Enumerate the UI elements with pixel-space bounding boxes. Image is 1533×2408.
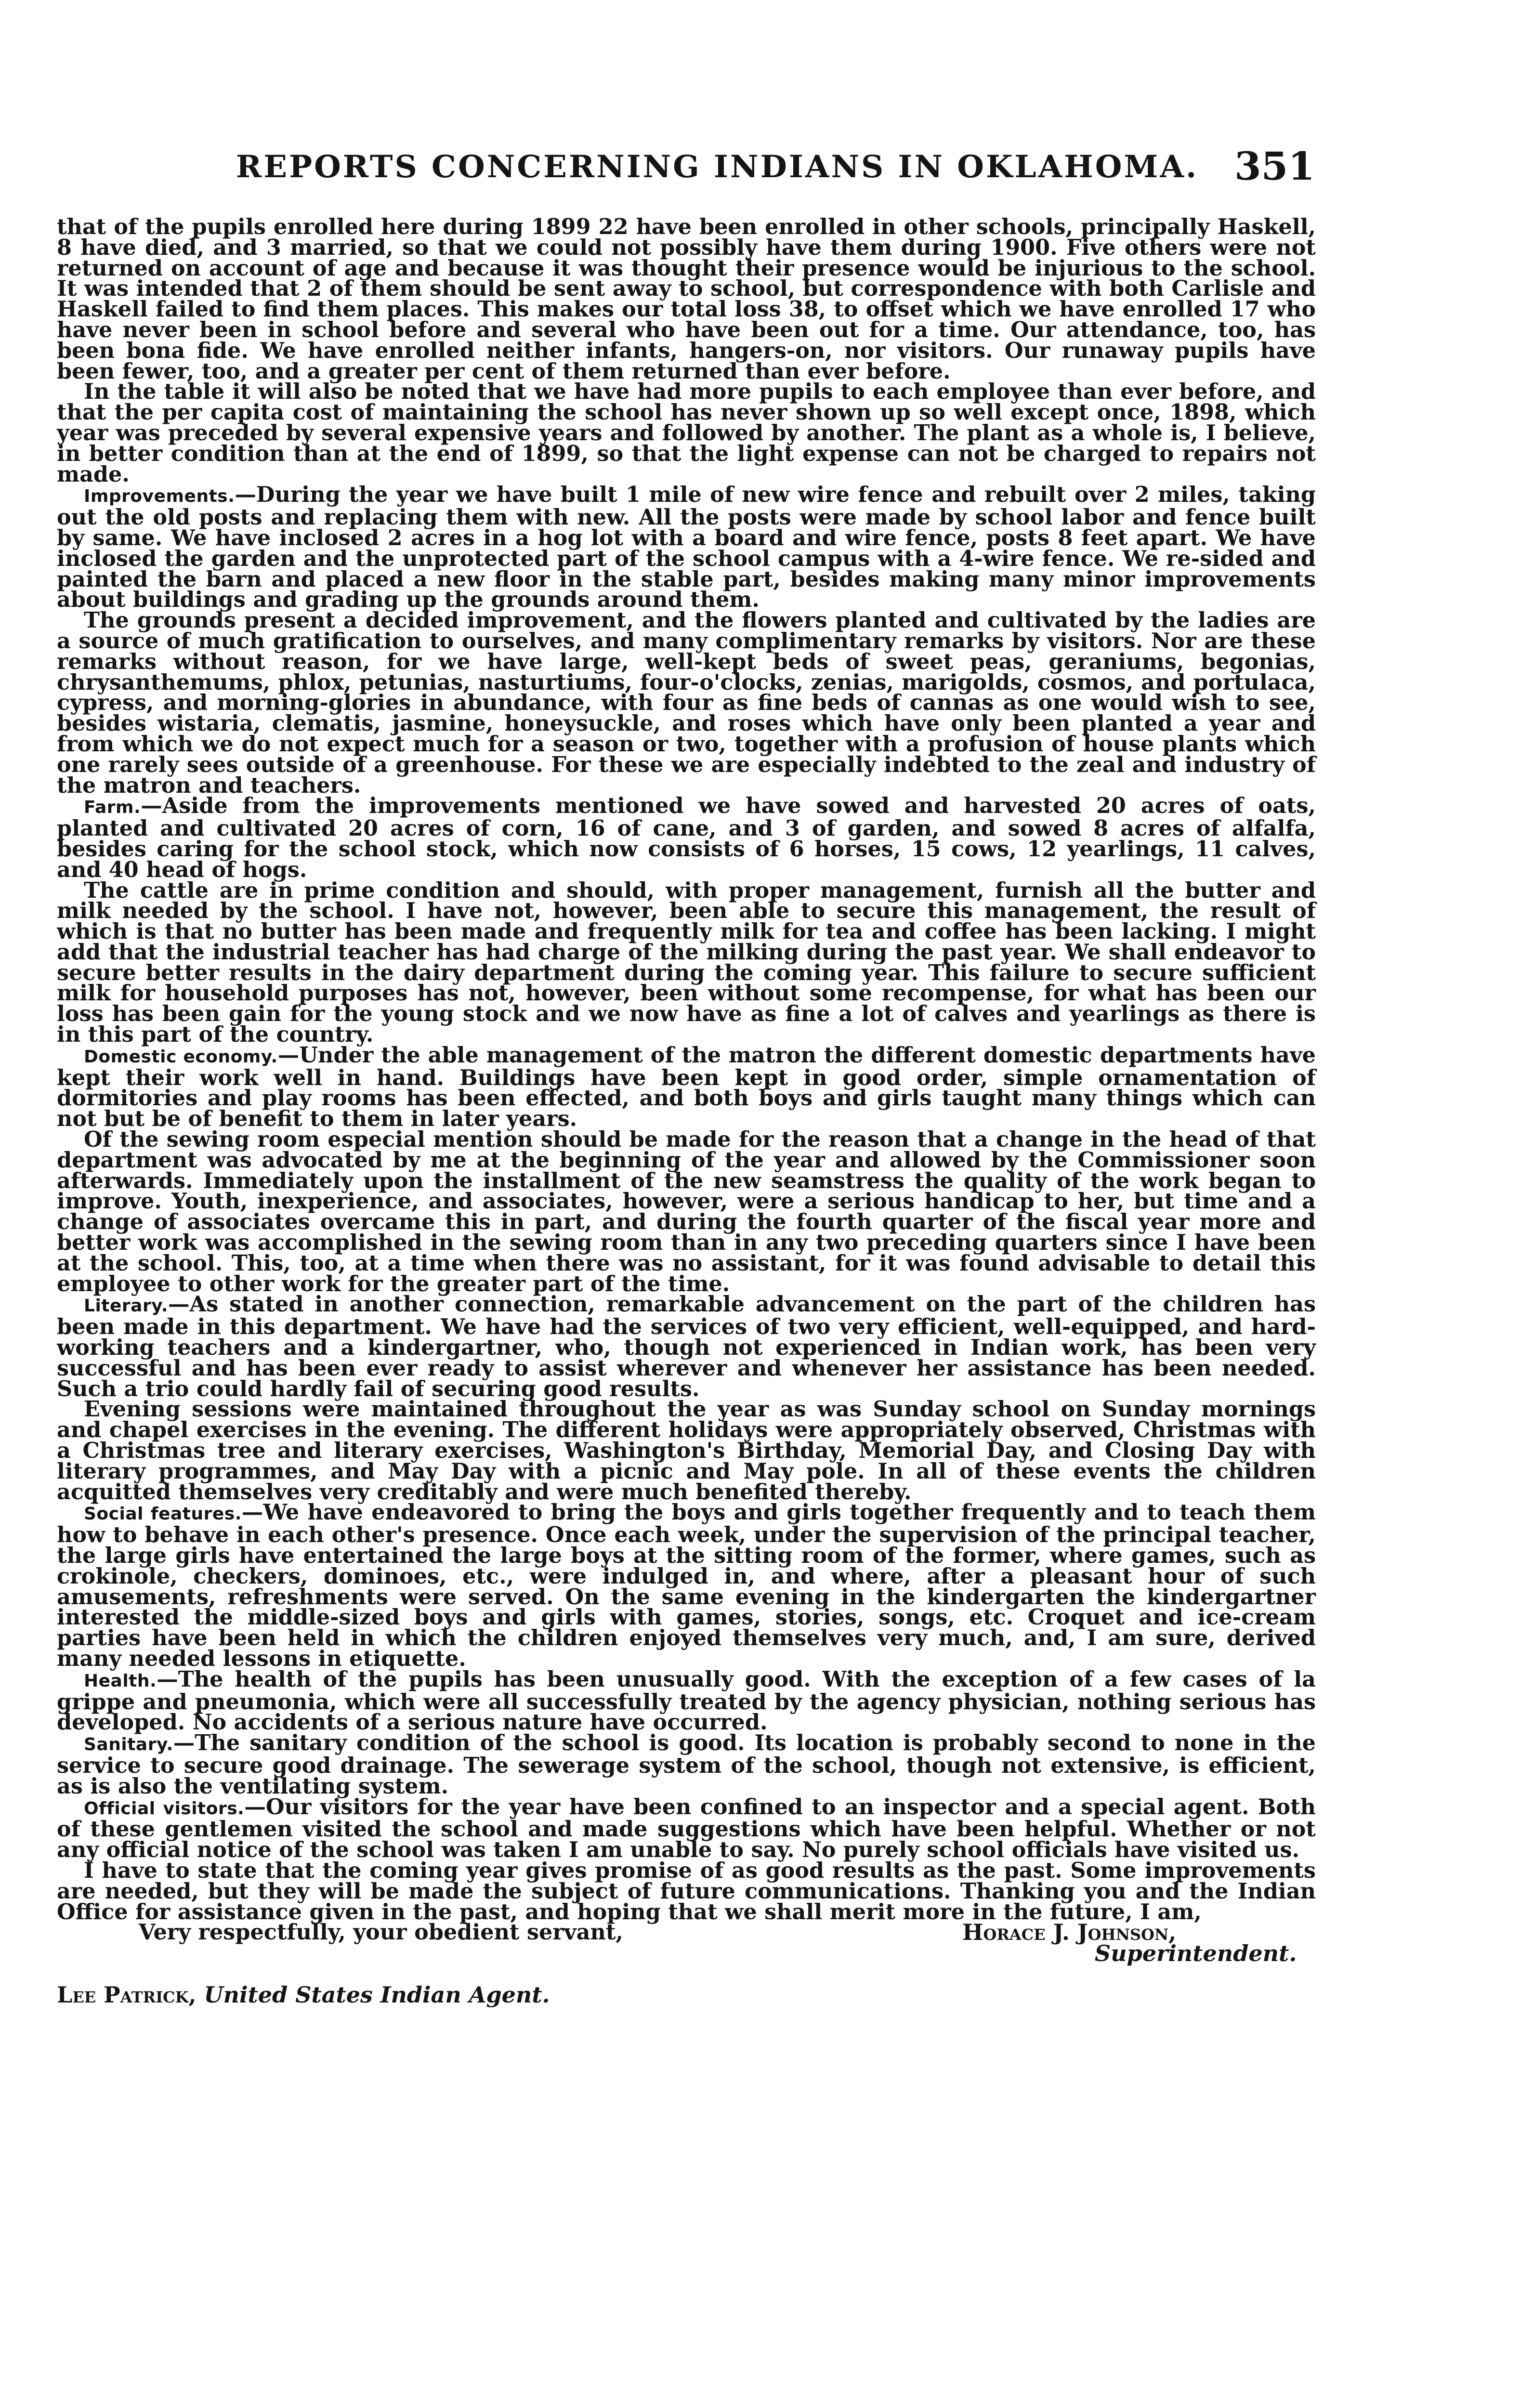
paragraph [57, 793, 1316, 882]
section-heading: Literary. [84, 1296, 169, 1316]
section-heading: Sanitary. [84, 1735, 173, 1755]
section-heading: Health. [84, 1671, 157, 1691]
paragraph [57, 1860, 1316, 1922]
paragraph-text: The cattle are in prime condition and should, with proper management, furnish all the butter and milk needed by the school. I have not, however, been able to secure this management, the result of which is that no butter has been made and frequently milk for tea and coffee has been lacking. I might add that the industrial teacher has had charge of the milking during the past year. We shall endeavor to secure better results in the dairy department during the coming year. This failure to secure sufficient milk for household purposes has not, however, been without some recompense, for what has been our loss has been gain for the young stock and we now have as fine a lot of calves and yearlings as there is in this part of the country. [57, 877, 1316, 1047]
paragraph [57, 1129, 1316, 1294]
page-header [236, 136, 1315, 189]
signer-name: Horace J. Johnson, [962, 1919, 1177, 1946]
paragraph-text: —As stated in another connection, remarkable advancement on the part of the children has been made in this department. We have had the services of two very efficient, well-equipped, and hard-working teachers and a kindergartner, who, though not experienced in Indian work, has been very successful and has been ever ready to assist wherever and whenever her assistance has been needed. Such a trio could hardly fail of securing good results. [57, 1292, 1316, 1401]
paragraph-text: —We have endeavored to bring the boys and girls together frequently and to teach them how to behave in each other's presence. Once each week, under the supervision of the principal teacher, the large girls have entertained the large boys at the sitting room of the former, where games, such as crokinole, checkers, dominoes, etc., were indulged in, and where, after a pleasant hour of such amusements, refreshments were served. On the same evening in the kindergarten the kindergartner interested the middle-sized boys and girls with games, stories, songs, etc. Croquet and ice-cream parties have been held in which the children enjoyed themselves very much, and, I am sure, derived many needed lessons in etiquette. [57, 1500, 1316, 1671]
section-heading: Social features. [84, 1504, 242, 1524]
addressee-role: United States Indian Agent. [204, 1982, 550, 2008]
signature-block [57, 1919, 1316, 1985]
paragraph [57, 1042, 1316, 1132]
report-body [57, 214, 1316, 2008]
paragraph [57, 1397, 1316, 1505]
page-number: 351 [1234, 144, 1315, 189]
paragraph-text: —The sanitary condition of the school is good. Its location is probably second to none in the service to secure good drainage. The sewerage system of the school, though not extensive, is efficient, as is also the ventilating system. [57, 1730, 1316, 1799]
paragraph-text: —Aside from the improvements mentioned we have sowed and harvested 20 acres of oats, planted and cultivated 20 acres of corn, 16 of cane, and 3 of garden, and sowed 8 acres of alfalfa, besides caring for the school stock, which now consists of 6 horses, 15 cows, 12 yearlings, 11 calves, and 40 head of hogs. [57, 793, 1316, 882]
paragraph [57, 214, 1316, 384]
paragraph-text: —The health of the pupils has been unusually good. With the exception of a few cases of la grippe and pneumonia, which were all successfully treated by the agency physician, nothing serious has developed. No accidents of a serious nature have occurred. [57, 1666, 1316, 1735]
signer-title: Superintendent. [1095, 1940, 1297, 1967]
paragraph-text: —During the year we have built 1 mile of new wire fence and rebuilt over 2 miles, taking out the old posts and replacing them with new. All the posts were made by school labor and fence built by same. We have inclosed 2 acres in a hog lot with a board and wire fence, posts 8 feet apart. We have inclosed the garden and the unprotected part of the school campus with a 4-wire fence. We re-sided and painted the barn and placed a new floor in the stable part, besides making many minor improvements about buildings and grading up the grounds around them. [57, 482, 1316, 613]
paragraph-text: In the table it will also be noted that we have had more pupils to each employee than ever before, and that the per capita cost of maintaining the school has never shown up so well except once, 1898, which year was preceded by several expensive years and followed by another. The plant as a whole is, I believe, in better condition than at the end of 1899, so that the light expense can not be charged to repairs not made. [57, 379, 1316, 487]
section-heading: Domestic economy. [84, 1047, 278, 1067]
addressee [57, 1982, 1316, 2008]
section-heading: Official visitors. [84, 1798, 245, 1819]
paragraph [57, 379, 1316, 487]
paragraph [57, 1294, 1316, 1399]
paragraph-text: —Under the able management of the matron the different domestic departments have kept their work well in hand. Buildings have been kept in good order, simple ornamentation of dormitories and play rooms has been effected, and both boys and girls taught many things which can not but be of benefit to them in later years. [57, 1042, 1316, 1132]
paragraph [57, 1666, 1316, 1735]
paragraph [57, 482, 1316, 613]
addressee-name: Lee Patrick, [57, 1982, 197, 2008]
paragraph-text: that of the pupils enrolled here during 1899 22 have been enrolled in other schools, principally Haskell, 8 have died, and 3 married, so that we could not possibly have them during 1900. Five others were not returned on account of age and because it was thought their presence would be injurious to the school. It was intended that 2 of them should be sent away to school, but correspondence with both Carlisle and Haskell failed to find them places. This makes our total loss 38, to offset which we have enrolled 17 who have never been in school before and several who have been out for a time. Our attendance, too, has been bona fide. We have enrolled neither infants, hangers-on, nor visitors. Our runaway pupils have been fewer, too, and a greater per cent of them returned than ever before. [57, 214, 1316, 384]
section-heading: Farm. [84, 798, 141, 818]
paragraph [57, 1502, 1316, 1669]
paragraph [57, 610, 1316, 796]
closing-salutation: Very respectfully, your obedient servant, [139, 1920, 623, 1945]
section-heading: Improvements. [84, 486, 235, 507]
paragraph-text: I have to state that the coming year gives promise of as good results as the past. Some improvements are needed, but they will be made the subject of future communications. Thanking you and the Indian Office for assistance given in the past, and hoping that we shall merit more in the future, I am, [57, 1858, 1316, 1924]
paragraph-text: Of the sewing room especial mention should be made for the reason that a change in the head of that department was advocated by me at the beginning of the year and allowed by the Commissioner soon afterwards. Immediately upon the installment of the new seamstress the quality of the work began to improve. Youth, inexperience, and associates, however, were a serious handicap to her, but time and a change of associates overcame this in part, and during the fourth quarter of the fiscal year more and better work was accomplished in the sewing room than in any two preceding quarters since I have been at the school. This, too, at a time when there was no assistant, for it was found advisable to detail this employee to other work for the greater part of the time. [57, 1127, 1316, 1296]
paragraph-text: Evening sessions were maintained throughout the year as was Sunday school on Sunday mornings and chapel exercises in the evening. The different holidays were appropriately observed, Christmas with a Christmas tree and literary exercises, Washington's Birthday, Memorial Day, and Closing Day with literary programmes, and May Day with a picnic and May pole. In all of these events the children acquitted themselves very creditably and were much benefited thereby. [57, 1397, 1316, 1505]
paragraph-list [57, 214, 1316, 1924]
paragraph-text: —Our visitors for the year have been confined to an inspector and a special agent. Both of these gentlemen visited the school and made suggestions which have been helpful. Whether or not any official notice of the school was taken I am unable to say. No purely school officials have visited us. [57, 1794, 1316, 1863]
paragraph [57, 1730, 1316, 1799]
running-head: REPORTS CONCERNING INDIANS IN OKLAHOMA. [236, 149, 1199, 185]
paragraph [57, 877, 1316, 1047]
paragraph [57, 1794, 1316, 1863]
paragraph-text: The grounds present a decided improvement, and the flowers planted and cultivated by the ladies are a source of much gratification to ourselves, and many complimentary remarks by visitors. Nor are these remarks without reason, for we have large, well-kept beds of sweet peas, geraniums, begonias, chrysanthemums, phlox, petunias, nasturtiums, four-o'clocks, zenias, marigolds, cosmos, and portulaca, cypress, and morning-glories in abundance, with four as fine beds of cannas as one would wish to see, besides wistaria, clematis, jasmine, honeysuckle, and roses which have only been planted a year and from which we do not expect much for a season or two, together with a profusion of house plants which one rarely sees outside of a greenhouse. For these we are especially indebted to the zeal and industry of the matron and teachers. [57, 608, 1316, 798]
